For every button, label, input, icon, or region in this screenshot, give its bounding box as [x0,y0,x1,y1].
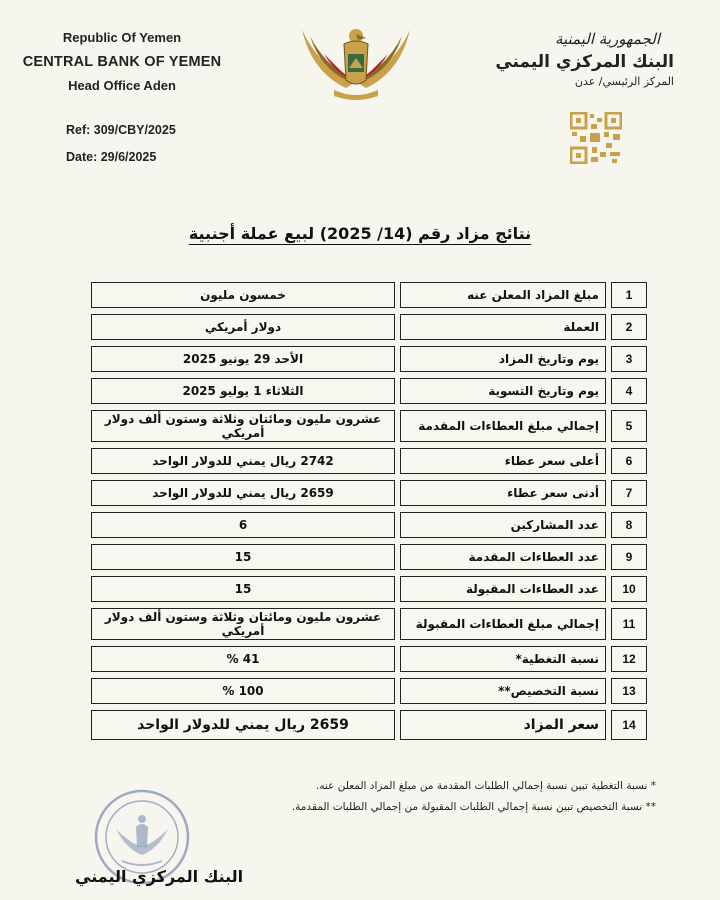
row-value: 15 [91,576,395,602]
letterhead-english [22,30,222,93]
row-value: خمسون مليون [91,282,395,308]
qr-code-icon [570,112,622,168]
row-number: 4 [611,378,647,404]
table-row [91,480,647,506]
row-label: يوم وتاريخ التسوية [400,378,606,404]
row-number: 12 [611,646,647,672]
row-value: 15 [91,544,395,570]
row-value: الأحد 29 يونيو 2025 [91,346,395,372]
row-number: 2 [611,314,647,340]
row-label: سعر المزاد [400,710,606,740]
bank-name-en: CENTRAL BANK OF YEMEN [22,54,222,70]
table-row [91,608,647,640]
row-value: دولار أمريكي [91,314,395,340]
footnote-coverage: * نسبة التغطية تبين نسبة إجمالي الطلبات المقدمة من مبلغ المزاد المعلن عنه. [315,780,656,792]
row-value: 2659 ريال يمني للدولار الواحد [91,710,395,740]
row-value: 41 % [91,646,395,672]
auction-results-table [86,276,652,746]
table-row [91,346,647,372]
eagle-emblem-icon [296,24,416,106]
letterhead-arabic [495,30,674,88]
row-number: 11 [611,608,647,640]
row-label: إجمالي مبلغ العطاءات المقبولة [400,608,606,640]
row-number: 1 [611,282,647,308]
row-label: أعلى سعر عطاء [400,448,606,474]
row-number: 8 [611,512,647,538]
row-number: 14 [611,710,647,740]
table-row [91,314,647,340]
reference-number: Ref: 309/CBY/2025 [66,123,176,137]
footnote-allocation: ** نسبة التخصيص تبين نسبة إجمالي الطلبات المقبولة من إجمالي الطلبات المقدمة. [291,801,656,813]
row-number: 13 [611,678,647,704]
document-date: Date: 29/6/2025 [66,150,157,164]
row-number: 5 [611,410,647,442]
table-row [91,512,647,538]
row-number: 9 [611,544,647,570]
page-title: نتائج مزاد رقم (14/ 2025) لبيع عملة أجنبية [188,224,532,243]
row-label: إجمالي مبلغ العطاءات المقدمة [400,410,606,442]
footnotes [292,780,656,822]
row-label: عدد المشاركين [400,512,606,538]
country-name-ar: الجمهورية اليمنية [554,30,660,48]
signature-bank-name: البنك المركزي اليمني [75,867,244,886]
row-label: أدنى سعر عطاء [400,480,606,506]
table-row [91,710,647,740]
row-number: 7 [611,480,647,506]
country-name-en: Republic Of Yemen [62,30,182,45]
row-label: مبلغ المزاد المعلن عنه [400,282,606,308]
row-label: العملة [400,314,606,340]
table-row [91,378,647,404]
table-row [91,410,647,442]
bank-name-ar: البنك المركزي اليمني [495,52,674,72]
table-row [91,544,647,570]
table-row [91,282,647,308]
row-value: 100 % [91,678,395,704]
row-label: نسبة التخصيص** [400,678,606,704]
row-label: يوم وتاريخ المزاد [400,346,606,372]
row-number: 6 [611,448,647,474]
row-label: عدد العطاءات المقبولة [400,576,606,602]
row-value: 2742 ريال يمني للدولار الواحد [91,448,395,474]
office-name-ar: المركز الرئيسي/ عدن [574,75,674,88]
row-label: عدد العطاءات المقدمة [400,544,606,570]
row-value: عشرون مليون ومائتان وثلاثة وستون ألف دولار أمريكي [91,410,395,442]
row-value: الثلاثاء 1 يوليو 2025 [91,378,395,404]
table-row [91,678,647,704]
row-value: عشرون مليون ومائتان وثلاثة وستون ألف دولار أمريكي [91,608,395,640]
row-number: 10 [611,576,647,602]
table-row [91,646,647,672]
row-value: 6 [91,512,395,538]
office-name-en: Head Office Aden [68,78,176,93]
table-row [91,576,647,602]
row-label: نسبة التغطية* [400,646,606,672]
row-value: 2659 ريال يمني للدولار الواحد [91,480,395,506]
row-number: 3 [611,346,647,372]
reference-block [66,123,176,177]
table-row [91,448,647,474]
